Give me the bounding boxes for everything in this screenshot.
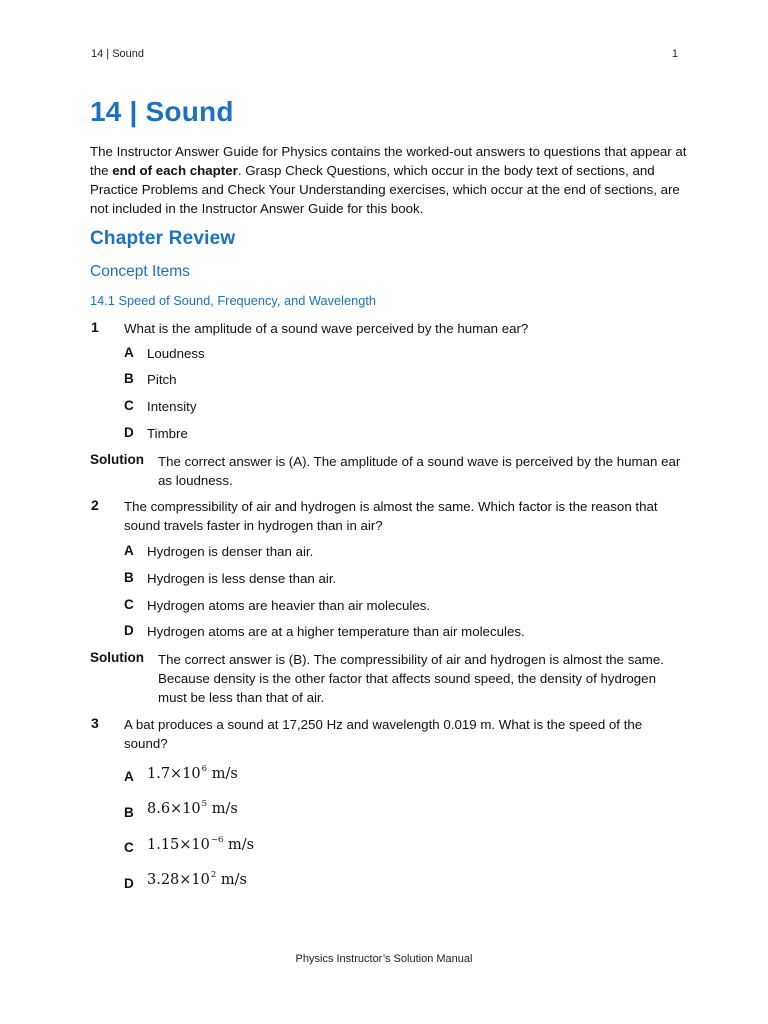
- option-letter: D: [124, 876, 134, 891]
- solution-label: Solution: [90, 452, 144, 467]
- concept-items-heading: Concept Items: [90, 263, 190, 280]
- value-unit: m/s: [216, 872, 247, 888]
- option-text: Timbre: [147, 426, 188, 441]
- option-text: Hydrogen is less dense than air.: [147, 571, 337, 586]
- value-base: 3.28×10: [147, 872, 210, 888]
- value-exponent: 2: [210, 870, 217, 880]
- chapter-title: 14 | Sound: [90, 96, 234, 127]
- option-letter: A: [124, 345, 134, 360]
- chapter-review-heading: Chapter Review: [90, 228, 236, 249]
- question-text: What is the amplitude of a sound wave perceived by the human ear?: [124, 321, 529, 336]
- page-footer: Physics Instructor’s Solution Manual: [295, 953, 473, 965]
- question-text: A bat produces a sound at 17,250 Hz and wavelength 0.019 m. What is the speed of the sound?: [124, 717, 643, 751]
- solution-text: The correct answer is (B). The compressibility of air and hydrogen is almost the same. Because density is the other factor that affects sound speed, the density of hydrogen must be less than that of air.: [158, 652, 664, 705]
- intro-text-after: . Grasp Check Questions, which occur in the body text of sections, and Practice Problems and Check Your Understanding exercises, which occur at the end of sections, are not included in the Instructor Answer Guide for this book.: [90, 163, 680, 216]
- option-letter: D: [124, 623, 134, 638]
- option-letter: C: [124, 398, 134, 413]
- solution-label: Solution: [90, 650, 144, 665]
- option-letter: D: [124, 425, 134, 440]
- option-text: Pitch: [147, 372, 177, 387]
- solution-text: The correct answer is (A). The amplitude of a sound wave is perceived by the human ear as loudness.: [158, 454, 681, 488]
- value-exponent: −6: [210, 835, 224, 845]
- option-value: [147, 764, 238, 782]
- question-text: The compressibility of air and hydrogen is almost the same. Which factor is the reason that sound travels faster in hydrogen than in air?: [124, 499, 658, 533]
- option-text: Intensity: [147, 399, 197, 414]
- section-heading: 14.1 Speed of Sound, Frequency, and Wavelength: [90, 293, 376, 308]
- option-text: Hydrogen is denser than air.: [147, 544, 314, 559]
- intro-text-bold: end of each chapter: [112, 163, 238, 178]
- option-text: Loudness: [147, 346, 205, 361]
- question-number: 2: [91, 497, 99, 513]
- option-value: [147, 870, 247, 888]
- value-exponent: 5: [201, 799, 208, 809]
- option-letter: B: [124, 570, 134, 585]
- option-text: Hydrogen atoms are heavier than air molecules.: [147, 598, 431, 613]
- intro-paragraph: [90, 142, 690, 218]
- option-letter: B: [124, 371, 134, 386]
- value-base: 1.15×10: [147, 837, 210, 853]
- option-letter: B: [124, 805, 134, 820]
- value-exponent: 6: [201, 764, 208, 774]
- question-number: 3: [91, 715, 99, 731]
- intro-text-before: The Instructor Answer Guide for Physics contains the worked-out answers to questions that appear at the: [90, 144, 687, 178]
- running-header: 14 | Sound: [91, 48, 145, 60]
- option-value: [147, 799, 238, 817]
- option-value: [147, 835, 254, 853]
- value-unit: m/s: [223, 837, 255, 853]
- option-letter: A: [124, 543, 134, 558]
- value-unit: m/s: [207, 801, 238, 817]
- question-number: 1: [91, 319, 99, 335]
- value-base: 8.6×10: [147, 801, 201, 817]
- option-letter: C: [124, 597, 134, 612]
- value-unit: m/s: [207, 766, 238, 782]
- page-number: 1: [671, 48, 678, 60]
- option-text: Hydrogen atoms are at a higher temperature than air molecules.: [147, 624, 525, 639]
- option-letter: A: [124, 769, 134, 784]
- value-base: 1.7×10: [147, 766, 201, 782]
- option-letter: C: [124, 840, 134, 855]
